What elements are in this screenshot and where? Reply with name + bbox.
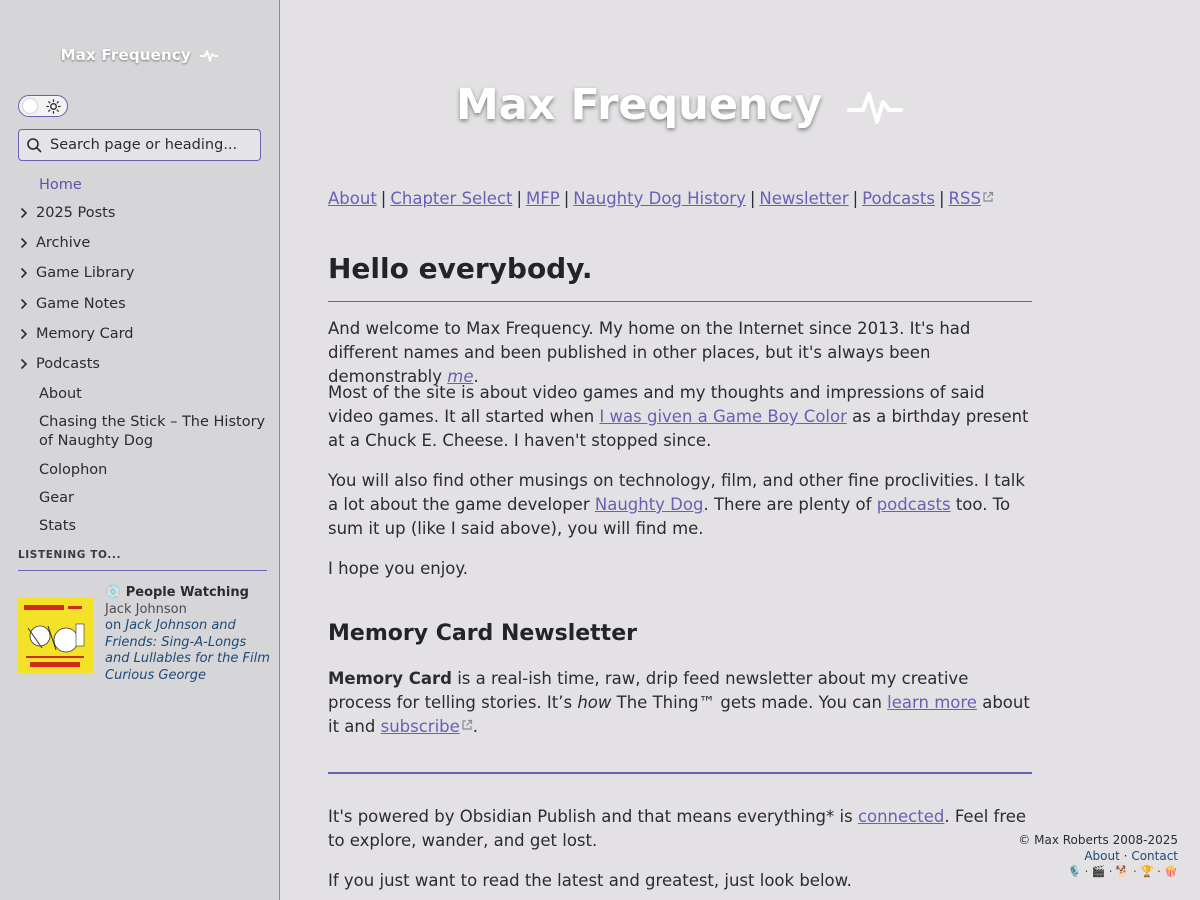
pulse-icon bbox=[847, 88, 903, 128]
nav-link-mfp[interactable]: MFP bbox=[526, 189, 560, 208]
footer-links bbox=[1018, 849, 1178, 865]
gameboy-text-b: as a birthday present at a Chuck E. Cheese. I haven't stopped since. bbox=[328, 407, 1029, 450]
nav-link-about[interactable]: About bbox=[328, 189, 377, 208]
album-cover-image bbox=[18, 598, 93, 673]
footer-dot: · bbox=[1123, 848, 1128, 863]
listening-heading: LISTENING TO... bbox=[18, 549, 267, 571]
sidebar-folder-game-library[interactable] bbox=[18, 264, 268, 283]
nav-separator: | bbox=[516, 189, 523, 208]
chevron-right-icon bbox=[18, 298, 30, 310]
sidebar-item-about[interactable]: About bbox=[39, 386, 82, 402]
chevron-right-icon bbox=[18, 328, 30, 340]
nav-separator: | bbox=[938, 189, 945, 208]
nav-separator: | bbox=[563, 189, 570, 208]
heading-divider bbox=[328, 301, 1032, 302]
obsidian-paragraph bbox=[328, 805, 1032, 853]
gameboy-paragraph bbox=[328, 381, 1032, 453]
memory-card-bold: Memory Card bbox=[328, 669, 452, 688]
sidebar-logo[interactable] bbox=[0, 46, 280, 64]
podcasts-link[interactable]: podcasts bbox=[876, 495, 951, 514]
toggle-knob bbox=[23, 99, 37, 113]
gameboy-link[interactable]: I was given a Game Boy Color bbox=[599, 407, 847, 426]
now-playing-album bbox=[105, 618, 270, 684]
nav-link-podcasts[interactable]: Podcasts bbox=[862, 189, 935, 208]
search-icon bbox=[26, 137, 42, 153]
learn-more-link[interactable]: learn more bbox=[887, 693, 977, 712]
chevron-right-icon bbox=[18, 358, 30, 370]
nav-separator: | bbox=[852, 189, 859, 208]
footer bbox=[1018, 833, 1178, 880]
musings-paragraph bbox=[328, 469, 1032, 541]
now-playing-artist: Jack Johnson bbox=[105, 601, 187, 617]
naughty-dog-link[interactable]: Naughty Dog bbox=[594, 495, 704, 514]
musings-text-a: You will also find other musings on technology, film, and other fine proclivities. I talk a lot about the game developer bbox=[328, 471, 1025, 514]
footer-emoji-links[interactable]: 🎙️ · 🎬 · 🐕 · 🏆 · 🍿 bbox=[1067, 865, 1178, 878]
nav-link-newsletter[interactable]: Newsletter bbox=[759, 189, 849, 208]
top-nav bbox=[328, 189, 994, 208]
now-playing bbox=[105, 585, 270, 684]
intro-end: . bbox=[473, 367, 479, 386]
sidebar-folder-archive[interactable] bbox=[18, 234, 268, 253]
search-placeholder: Search page or heading... bbox=[50, 137, 238, 153]
hero-title: Max Frequency bbox=[456, 80, 823, 130]
sidebar-item-stats[interactable]: Stats bbox=[39, 518, 77, 534]
newsletter-text-c: about it and bbox=[328, 693, 1030, 736]
sidebar-item-colophon[interactable]: Colophon bbox=[39, 462, 108, 478]
sidebar-item-gear[interactable]: Gear bbox=[39, 490, 75, 506]
sidebar-item-home[interactable]: Home bbox=[39, 177, 82, 193]
newsletter-text-b: The Thing™ gets made. You can bbox=[611, 693, 888, 712]
external-link-icon bbox=[982, 191, 994, 203]
latest-paragraph: If you just want to read the latest and greatest, just look below. bbox=[328, 871, 852, 890]
now-playing-track[interactable] bbox=[105, 585, 270, 602]
subscribe-link[interactable]: subscribe bbox=[380, 717, 460, 736]
sidebar-folder-label: 2025 Posts bbox=[36, 205, 116, 221]
obsidian-text-a: It's powered by Obsidian Publish and that means everything* is bbox=[328, 807, 858, 826]
hero-logo bbox=[456, 80, 903, 130]
theme-toggle[interactable] bbox=[18, 95, 68, 117]
sidebar-item-chasing-the-stick[interactable]: Chasing the Stick – The History of Naughty Dog bbox=[39, 414, 266, 449]
sidebar-folder-label: Game Notes bbox=[36, 296, 126, 312]
nav-link-rss[interactable]: RSS bbox=[948, 189, 981, 208]
sidebar-nav bbox=[18, 176, 268, 536]
me-link-text: me bbox=[447, 367, 474, 386]
external-link-icon bbox=[461, 719, 473, 731]
nav-separator: | bbox=[749, 189, 756, 208]
track-title: People Watching bbox=[125, 585, 249, 600]
newsletter-text-a: is a real-ish time, raw, drip feed newsletter about my creative process for telling stories. It’s bbox=[328, 669, 969, 712]
intro-paragraph bbox=[328, 317, 1032, 389]
chevron-right-icon bbox=[18, 207, 30, 219]
musings-text-b: . There are plenty of bbox=[703, 495, 877, 514]
connected-link[interactable]: connected bbox=[857, 807, 945, 826]
album-on-label: on bbox=[105, 618, 122, 633]
sidebar-folder-label: Game Library bbox=[36, 265, 135, 281]
sidebar-folder-2025-posts[interactable] bbox=[18, 204, 268, 223]
sidebar-folder-game-notes[interactable] bbox=[18, 295, 268, 314]
sidebar bbox=[0, 0, 280, 900]
intro-text: And welcome to Max Frequency. My home on the Internet since 2013. It's had different names and been published in other places, but it's always been demonstrably bbox=[328, 319, 971, 386]
newsletter-text-d: . bbox=[472, 717, 479, 736]
footer-contact-link[interactable]: Contact bbox=[1131, 848, 1178, 863]
sidebar-folder-label: Archive bbox=[36, 235, 91, 251]
musings-text-c: too. To sum it up (like I said above), you will find me. bbox=[328, 495, 1011, 538]
sun-icon bbox=[46, 99, 61, 114]
chevron-right-icon bbox=[18, 267, 30, 279]
disc-icon: 💿 bbox=[105, 585, 122, 600]
sidebar-folder-memory-card[interactable] bbox=[18, 325, 268, 344]
nav-link-naughty-dog-history[interactable]: Naughty Dog History bbox=[573, 189, 746, 208]
how-italic: how bbox=[577, 693, 612, 712]
section-divider bbox=[328, 772, 1032, 774]
sidebar-logo-text: Max Frequency bbox=[60, 46, 191, 64]
chevron-right-icon bbox=[18, 237, 30, 249]
album-title: Jack Johnson and Friends: Sing-A-Longs and Lullables for the Film Curious George bbox=[105, 618, 270, 683]
newsletter-heading: Memory Card Newsletter bbox=[328, 621, 637, 646]
copyright: © Max Roberts 2008-2025 bbox=[1018, 833, 1178, 847]
obsidian-text-b: . Feel free to explore, wander, and get lost. bbox=[328, 807, 1027, 850]
footer-about-link[interactable]: About bbox=[1084, 848, 1120, 863]
enjoy-paragraph: I hope you enjoy. bbox=[328, 559, 469, 578]
sidebar-folder-label: Podcasts bbox=[36, 356, 100, 372]
sidebar-folder-podcasts[interactable] bbox=[18, 355, 268, 374]
gameboy-text-a: Most of the site is about video games and my thoughts and impressions of said video games. It all started when bbox=[328, 383, 985, 426]
pulse-icon bbox=[199, 49, 219, 63]
sidebar-folder-label: Memory Card bbox=[36, 326, 134, 342]
nav-link-chapter-select[interactable]: Chapter Select bbox=[390, 189, 513, 208]
search-input[interactable] bbox=[18, 129, 261, 161]
page-heading: Hello everybody. bbox=[328, 252, 593, 285]
nav-separator: | bbox=[380, 189, 387, 208]
album-art[interactable] bbox=[18, 598, 93, 673]
newsletter-paragraph bbox=[328, 667, 1032, 739]
